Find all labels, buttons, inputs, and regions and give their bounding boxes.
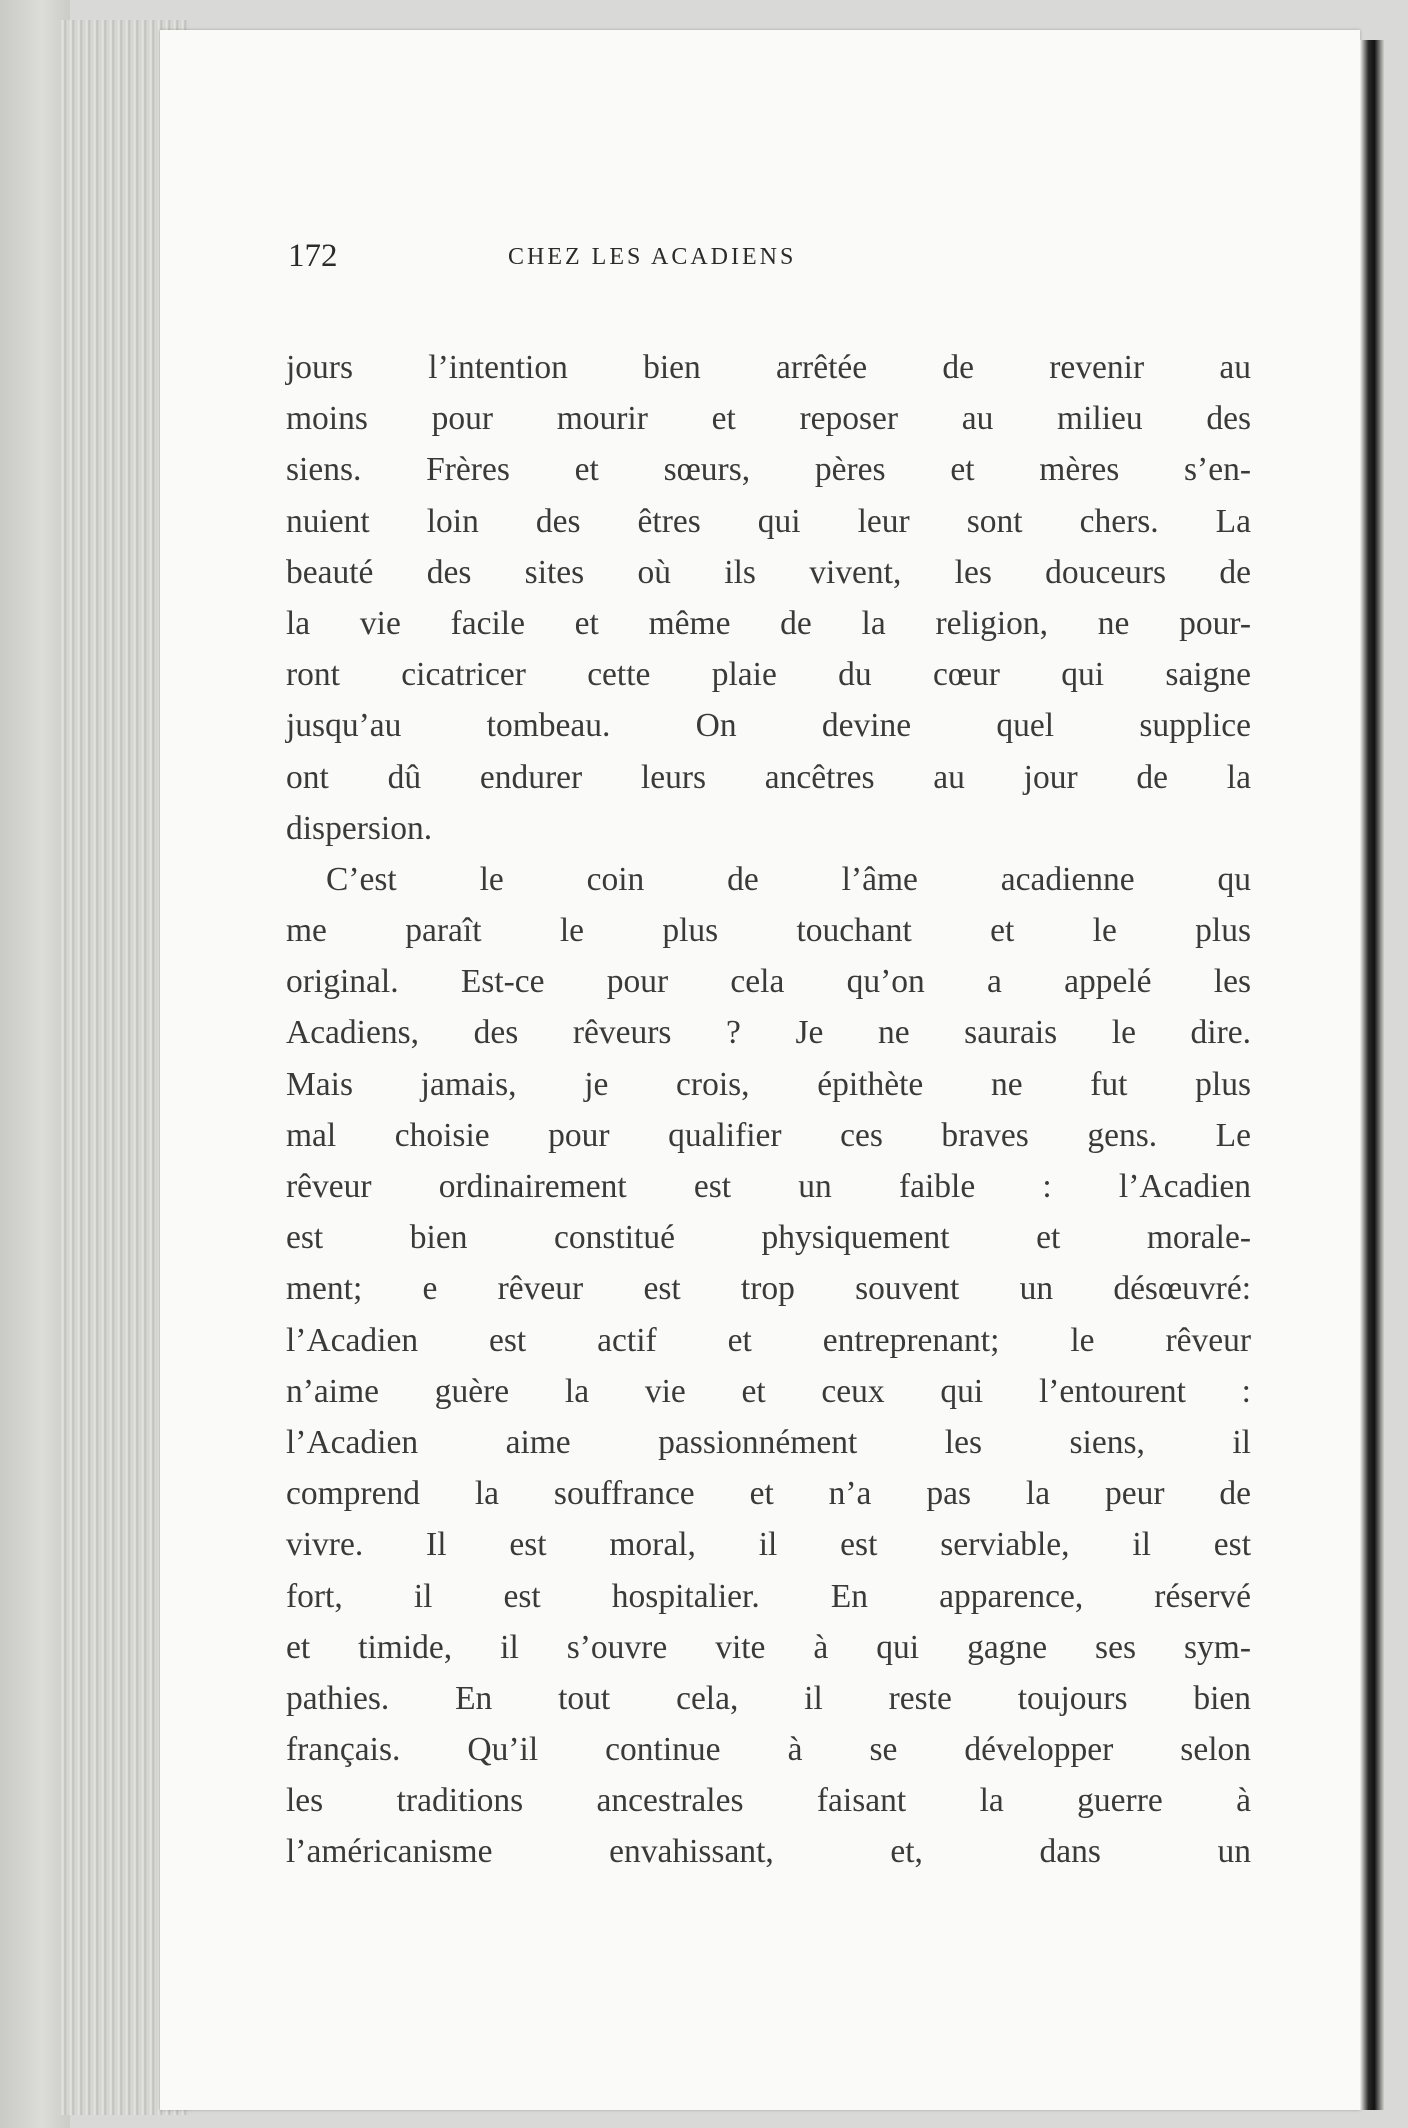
text-line: et timide, il s’ouvre vite à qui gagne ses sym- xyxy=(286,1628,1251,1666)
page-number: 172 xyxy=(288,238,338,274)
text-line: vivre. Il est moral, il est serviable, il est xyxy=(286,1526,1251,1564)
text-line: nuient loin des êtres qui leur sont chers. La xyxy=(286,502,1251,540)
page-right-edge xyxy=(1360,40,1384,2110)
page-header xyxy=(288,238,1028,288)
text-line: beauté des sites où ils vivent, les douceurs de xyxy=(286,553,1251,591)
text-line: les traditions ancestrales faisant la guerre à xyxy=(286,1782,1251,1820)
running-title: CHEZ LES ACADIENS xyxy=(508,244,797,270)
text-line: jours l’intention bien arrêtée de revenir au xyxy=(286,349,1251,386)
text-line: Acadiens, des rêveurs ? Je ne saurais le dire. xyxy=(286,1014,1251,1052)
text-line: français. Qu’il continue à se développer selon xyxy=(286,1731,1251,1769)
text-line: l’Acadien est actif et entreprenant; le rêveur xyxy=(286,1321,1251,1359)
text-line: la vie facile et même de la religion, ne pour- xyxy=(286,604,1251,642)
text-line: est bien constitué physiquement et morale- xyxy=(286,1219,1251,1257)
text-line: ront cicatricer cette plaie du cœur qui saigne xyxy=(286,656,1251,694)
text-line: l’Acadien aime passionnément les siens, il xyxy=(286,1423,1251,1461)
text-line: pathies. En tout cela, il reste toujours bien xyxy=(286,1679,1251,1717)
text-line: ont dû endurer leurs ancêtres au jour de la xyxy=(286,758,1251,796)
text-line: jusqu’au tombeau. On devine quel supplice xyxy=(286,707,1251,745)
paragraph-first-line: C’est le coin de l’âme acadienne qu xyxy=(326,860,1251,898)
text-line: mal choisie pour qualifier ces braves gens. Le xyxy=(286,1116,1251,1154)
text-line: rêveur ordinairement est un faible : l’Acadien xyxy=(286,1168,1251,1205)
text-line: me paraît le plus touchant et le plus xyxy=(286,912,1251,950)
text-line: fort, il est hospitalier. En apparence, réservé xyxy=(286,1577,1251,1615)
text-line: ment; e rêveur est trop souvent un désœuvré: xyxy=(286,1270,1251,1308)
paragraph-end-line: dispersion. xyxy=(286,809,433,847)
text-line: n’aime guère la vie et ceux qui l’entourent : xyxy=(286,1372,1251,1410)
text-line: moins pour mourir et reposer au milieu des xyxy=(286,400,1251,438)
body-text xyxy=(286,342,1251,1878)
text-line: original. Est-ce pour cela qu’on a appelé les xyxy=(286,963,1251,1001)
text-line: l’américanisme envahissant, et, dans un xyxy=(286,1833,1251,1871)
text-line: Mais jamais, je crois, épithète ne fut plus xyxy=(286,1065,1251,1103)
text-line: comprend la souffrance et n’a pas la peur de xyxy=(286,1475,1251,1513)
text-line: siens. Frères et sœurs, pères et mères s’en- xyxy=(286,451,1251,489)
